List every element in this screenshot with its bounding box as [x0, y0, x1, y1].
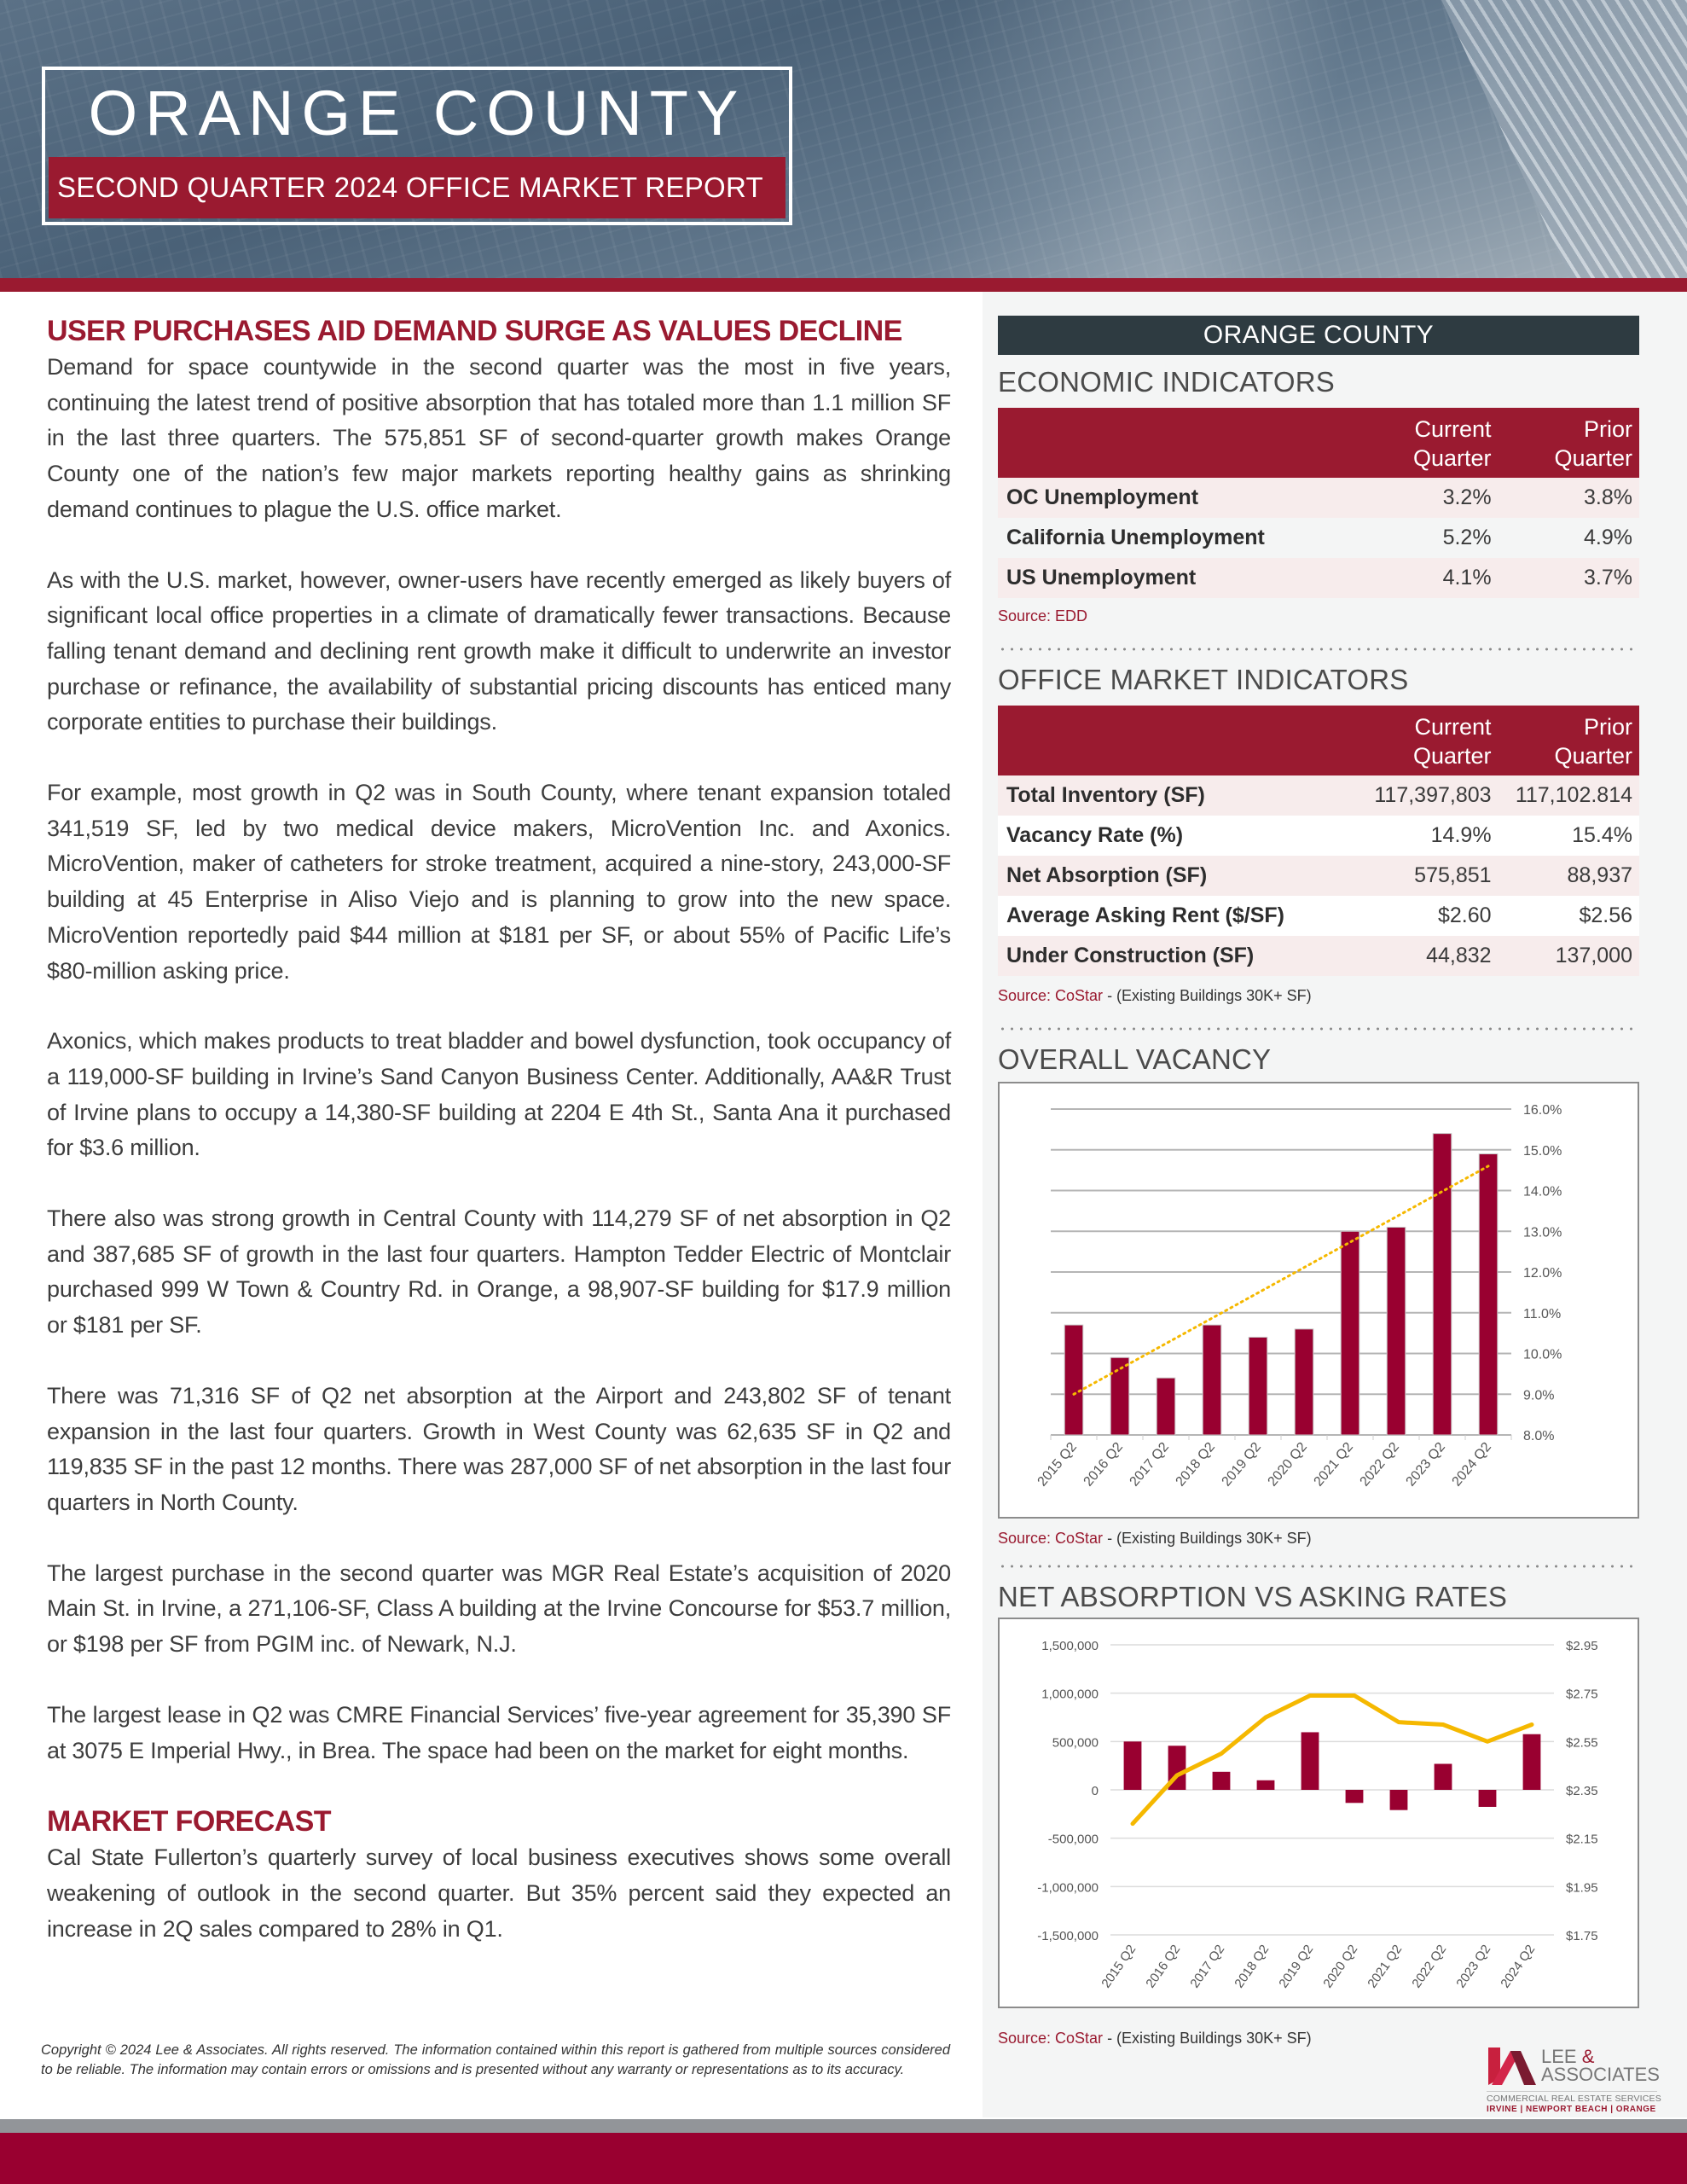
- office-indicators-title: OFFICE MARKET INDICATORS: [998, 664, 1409, 695]
- prior-value: 3.8%: [1499, 478, 1639, 518]
- absorption-chart-canvas: [1000, 1619, 1638, 2007]
- svg-text:2021 Q2: 2021 Q2: [1311, 1439, 1357, 1490]
- svg-text:10.0%: 10.0%: [1523, 1347, 1562, 1362]
- current-value: 14.9%: [1331, 816, 1499, 856]
- article-paragraph: The largest lease in Q2 was CMRE Financial Services’ five-year agreement for 35,390 SF at 3075 E Imperial Hwy., in Brea. The space had been on the market for eight months.: [47, 1701, 951, 1763]
- svg-text:$2.35: $2.35: [1566, 1784, 1598, 1798]
- vacancy-chart-canvas: [1000, 1083, 1638, 1517]
- row-label: US Unemployment: [998, 558, 1331, 598]
- svg-text:-1,500,000: -1,500,000: [1037, 1929, 1099, 1943]
- svg-text:$2.75: $2.75: [1566, 1687, 1598, 1702]
- economic-indicators-title: ECONOMIC INDICATORS: [998, 366, 1335, 398]
- office-indicators-table: [998, 706, 1639, 976]
- svg-text:2022 Q2: 2022 Q2: [1409, 1942, 1450, 1991]
- article-paragraph: The largest purchase in the second quarter was MGR Real Estate’s acquisition of 2020 Main St. in Irvine, a 271,106-SF, Class A building at the Irvine Concourse for $53.7 million, or $198 per SF from PGIM inc. of Newark, N.J.: [47, 1560, 951, 1658]
- current-value: 117,397,803: [1331, 775, 1499, 816]
- table-row: [998, 896, 1639, 936]
- svg-text:2023 Q2: 2023 Q2: [1453, 1942, 1494, 1991]
- row-label: Net Absorption (SF): [998, 856, 1331, 896]
- dotted-divider: [998, 1565, 1639, 1568]
- row-label: Total Inventory (SF): [998, 775, 1331, 816]
- table-row: [998, 478, 1639, 518]
- table-row: [998, 856, 1639, 896]
- source-label: Source: CoStar: [998, 2030, 1104, 2047]
- logo-offices: IRVINE | NEWPORT BEACH | ORANGE: [1487, 2105, 1656, 2114]
- region-label: ORANGE COUNTY: [998, 316, 1639, 355]
- economic-indicators-table: [998, 408, 1639, 598]
- current-value: 3.2%: [1331, 478, 1499, 518]
- source-note: - (Existing Buildings 30K+ SF): [1103, 987, 1312, 1004]
- svg-text:$2.55: $2.55: [1566, 1735, 1598, 1751]
- table-row: [998, 936, 1639, 976]
- svg-text:2020 Q2: 2020 Q2: [1265, 1439, 1311, 1490]
- svg-text:2018 Q2: 2018 Q2: [1232, 1942, 1272, 1991]
- svg-text:8.0%: 8.0%: [1523, 1429, 1555, 1443]
- article-column: [47, 312, 951, 1947]
- row-label: Under Construction (SF): [998, 936, 1331, 976]
- source-label: Source: EDD: [998, 607, 1088, 624]
- svg-text:16.0%: 16.0%: [1523, 1103, 1562, 1118]
- header-line: Current: [1414, 714, 1492, 740]
- current-value: 5.2%: [1331, 518, 1499, 558]
- svg-text:$2.15: $2.15: [1566, 1832, 1598, 1847]
- title-frame: [42, 67, 792, 225]
- table-row: [998, 558, 1639, 598]
- article-paragraph: For example, most growth in Q2 was in South County, where tenant expansion totaled 341,519 SF, led by two medical device makers, MicroVention Inc. and Axonics. MicroVention, maker of catheters for stroke treatment, acquired a nine-story, 243,000-SF building at 45 Enterprise in Aliso Viejo and is planning to grow into the new space. MicroVention reportedly paid $44 million at $181 per SF, or about 55% of Pacific Life’s $80-million asking price.: [47, 780, 951, 984]
- footer-gray-band: [0, 2119, 1687, 2133]
- column-header-label: [998, 706, 1331, 775]
- report-subtitle: SECOND QUARTER 2024 OFFICE MARKET REPORT: [49, 157, 786, 218]
- svg-text:2017 Q2: 2017 Q2: [1187, 1942, 1228, 1991]
- svg-text:2018 Q2: 2018 Q2: [1173, 1439, 1219, 1490]
- svg-text:2016 Q2: 2016 Q2: [1081, 1439, 1127, 1490]
- vacancy-source: [998, 1529, 1639, 1548]
- article-paragraph: Axonics, which makes products to treat bladder and bowel dysfunction, took occupancy of a 119,000-SF building in Irvine’s Sand Canyon Business Center. Additionally, AA&R Trust of Irvine plans to occupy a 14,380-SF building at 2204 E 4th St., Santa Ana it purchased for $3.6 million.: [47, 1028, 951, 1161]
- column-header-current: [1331, 408, 1499, 478]
- logo-ampersand: &: [1581, 2046, 1595, 2067]
- absorption-chart-title: NET ABSORPTION VS ASKING RATES: [998, 1581, 1508, 1612]
- svg-text:2016 Q2: 2016 Q2: [1143, 1942, 1184, 1991]
- logo-tagline: COMMERCIAL REAL ESTATE SERVICES: [1487, 2094, 1661, 2104]
- svg-text:12.0%: 12.0%: [1523, 1266, 1562, 1281]
- svg-text:1,000,000: 1,000,000: [1041, 1687, 1099, 1702]
- svg-text:$2.95: $2.95: [1566, 1639, 1598, 1653]
- header-line: Current: [1414, 416, 1492, 442]
- article-headline: USER PURCHASES AID DEMAND SURGE AS VALUES DECLINE: [47, 315, 902, 347]
- prior-value: 15.4%: [1499, 816, 1639, 856]
- prior-value: 88,937: [1499, 856, 1639, 896]
- current-value: $2.60: [1331, 896, 1499, 936]
- svg-text:$1.95: $1.95: [1566, 1880, 1598, 1896]
- header-banner: [0, 0, 1687, 278]
- article-paragraph: As with the U.S. market, however, owner-users have recently emerged as likely buyers of significant local office properties in a climate of dramatically fewer transactions. Because falling tenant demand and declining rent growth make it difficult to underwrite an investor purchase or refinance, the availability of substantial pricing discounts has enticed many corporate entities to purchase their buildings.: [47, 566, 951, 735]
- column-header-prior: [1499, 706, 1639, 775]
- article-paragraph: Demand for space countywide in the second quarter was the most in five years, continuing the latest trend of positive absorption that has totaled more than 1.1 million SF in the last three quarters. The 575,851 SF of second-quarter growth makes Orange County one of the nation’s few major markets reporting healthy gains as shrinking demand continues to plague the U.S. office market.: [47, 354, 951, 522]
- header-line: Quarter: [1554, 445, 1632, 471]
- prior-value: 3.7%: [1499, 558, 1639, 598]
- current-value: 44,832: [1331, 936, 1499, 976]
- svg-text:11.0%: 11.0%: [1523, 1306, 1562, 1321]
- header-line: Prior: [1583, 416, 1632, 442]
- svg-text:15.0%: 15.0%: [1523, 1143, 1562, 1159]
- svg-text:14.0%: 14.0%: [1523, 1184, 1562, 1199]
- economic-source: [998, 607, 1639, 625]
- svg-text:2015 Q2: 2015 Q2: [1099, 1942, 1139, 1991]
- svg-text:2019 Q2: 2019 Q2: [1219, 1439, 1265, 1490]
- svg-text:13.0%: 13.0%: [1523, 1225, 1562, 1240]
- svg-text:-1,000,000: -1,000,000: [1037, 1880, 1099, 1896]
- lee-associates-logo: [1487, 2046, 1661, 2114]
- source-label: Source: CoStar: [998, 1530, 1104, 1547]
- la-monogram-icon: [1487, 2046, 1538, 2087]
- forecast-headline: MARKET FORECAST: [47, 1805, 331, 1838]
- header-divider: [0, 278, 1687, 292]
- svg-text:2019 Q2: 2019 Q2: [1276, 1942, 1317, 1991]
- svg-text:0: 0: [1091, 1784, 1099, 1798]
- vacancy-chart: [998, 1082, 1639, 1519]
- table-row: [998, 518, 1639, 558]
- article-paragraph: There was 71,316 SF of Q2 net absorption at the Airport and 243,802 SF of tenant expansion in the last four quarters. Growth in West County was 62,635 SF in Q2 and 119,835 SF in the past 12 months. There was 287,000 SF of net absorption in the last four quarters in North County.: [47, 1382, 951, 1515]
- absorption-chart: [998, 1618, 1639, 2008]
- svg-text:2023 Q2: 2023 Q2: [1403, 1439, 1449, 1490]
- svg-text:-500,000: -500,000: [1047, 1832, 1099, 1847]
- dotted-divider: [998, 648, 1639, 651]
- prior-value: 4.9%: [1499, 518, 1639, 558]
- vacancy-chart-title: OVERALL VACANCY: [998, 1043, 1272, 1075]
- prior-value: $2.56: [1499, 896, 1639, 936]
- current-value: 575,851: [1331, 856, 1499, 896]
- source-label: Source: CoStar: [998, 987, 1104, 1004]
- prior-value: 137,000: [1499, 936, 1639, 976]
- logo-divider: [1487, 2091, 1657, 2092]
- logo-text-associates: ASSOCIATES: [1541, 2064, 1660, 2085]
- prior-value: 117,102.814: [1499, 775, 1639, 816]
- sidebar: [998, 316, 1639, 2048]
- row-label: Average Asking Rent ($/SF): [998, 896, 1331, 936]
- svg-text:2017 Q2: 2017 Q2: [1127, 1439, 1173, 1490]
- current-value: 4.1%: [1331, 558, 1499, 598]
- column-header-prior: [1499, 408, 1639, 478]
- forecast-paragraph: Cal State Fullerton’s quarterly survey of local business executives shows some overall weakening of outlook in the second quarter. But 35% percent said they expected an increase in 2Q sales compared to 28% in Q1.: [47, 1844, 951, 1942]
- office-source: [998, 986, 1639, 1005]
- column-header-current: [1331, 706, 1499, 775]
- absorption-source: [998, 2029, 1639, 2048]
- copyright-notice: Copyright © 2024 Lee & Associates. All rights reserved. The information contained within this report is gathered from multiple sources considered to be reliable. The information may contain errors or omissions and is presented without any warranty or representations as to its accuracy.: [41, 2042, 950, 2077]
- svg-text:$1.75: $1.75: [1566, 1929, 1598, 1943]
- article-paragraph: There also was strong growth in Central County with 114,279 SF of net absorption in Q2 and 387,685 SF of growth in the last four quarters. Hampton Tedder Electric of Montclair purchased 999 W Town & Country Rd. in Orange, a 98,907-SF building for $17.9 million or $181 per SF.: [47, 1205, 951, 1339]
- row-label: California Unemployment: [998, 518, 1331, 558]
- svg-text:2020 Q2: 2020 Q2: [1320, 1942, 1361, 1991]
- footer-red-band: [0, 2133, 1687, 2184]
- header-line: Prior: [1583, 714, 1632, 740]
- table-row: [998, 775, 1639, 816]
- svg-text:2022 Q2: 2022 Q2: [1357, 1439, 1403, 1490]
- building-photo-background: [1380, 0, 1687, 278]
- column-header-label: [998, 408, 1331, 478]
- table-row: [998, 816, 1639, 856]
- svg-text:1,500,000: 1,500,000: [1041, 1639, 1099, 1653]
- source-note: - (Existing Buildings 30K+ SF): [1103, 1530, 1312, 1547]
- svg-text:9.0%: 9.0%: [1523, 1388, 1555, 1403]
- svg-text:2021 Q2: 2021 Q2: [1365, 1942, 1406, 1991]
- header-line: Quarter: [1413, 743, 1492, 769]
- page-title: ORANGE COUNTY: [88, 78, 746, 148]
- svg-text:500,000: 500,000: [1052, 1735, 1099, 1751]
- svg-text:2024 Q2: 2024 Q2: [1498, 1942, 1539, 1991]
- dotted-divider: [998, 1027, 1639, 1031]
- row-label: OC Unemployment: [998, 478, 1331, 518]
- source-note: - (Existing Buildings 30K+ SF): [1103, 2030, 1312, 2047]
- svg-text:2015 Q2: 2015 Q2: [1035, 1439, 1081, 1490]
- row-label: Vacancy Rate (%): [998, 816, 1331, 856]
- svg-text:2024 Q2: 2024 Q2: [1449, 1439, 1495, 1490]
- logo-word: LEE: [1541, 2046, 1577, 2067]
- header-line: Quarter: [1413, 445, 1492, 471]
- header-line: Quarter: [1554, 743, 1632, 769]
